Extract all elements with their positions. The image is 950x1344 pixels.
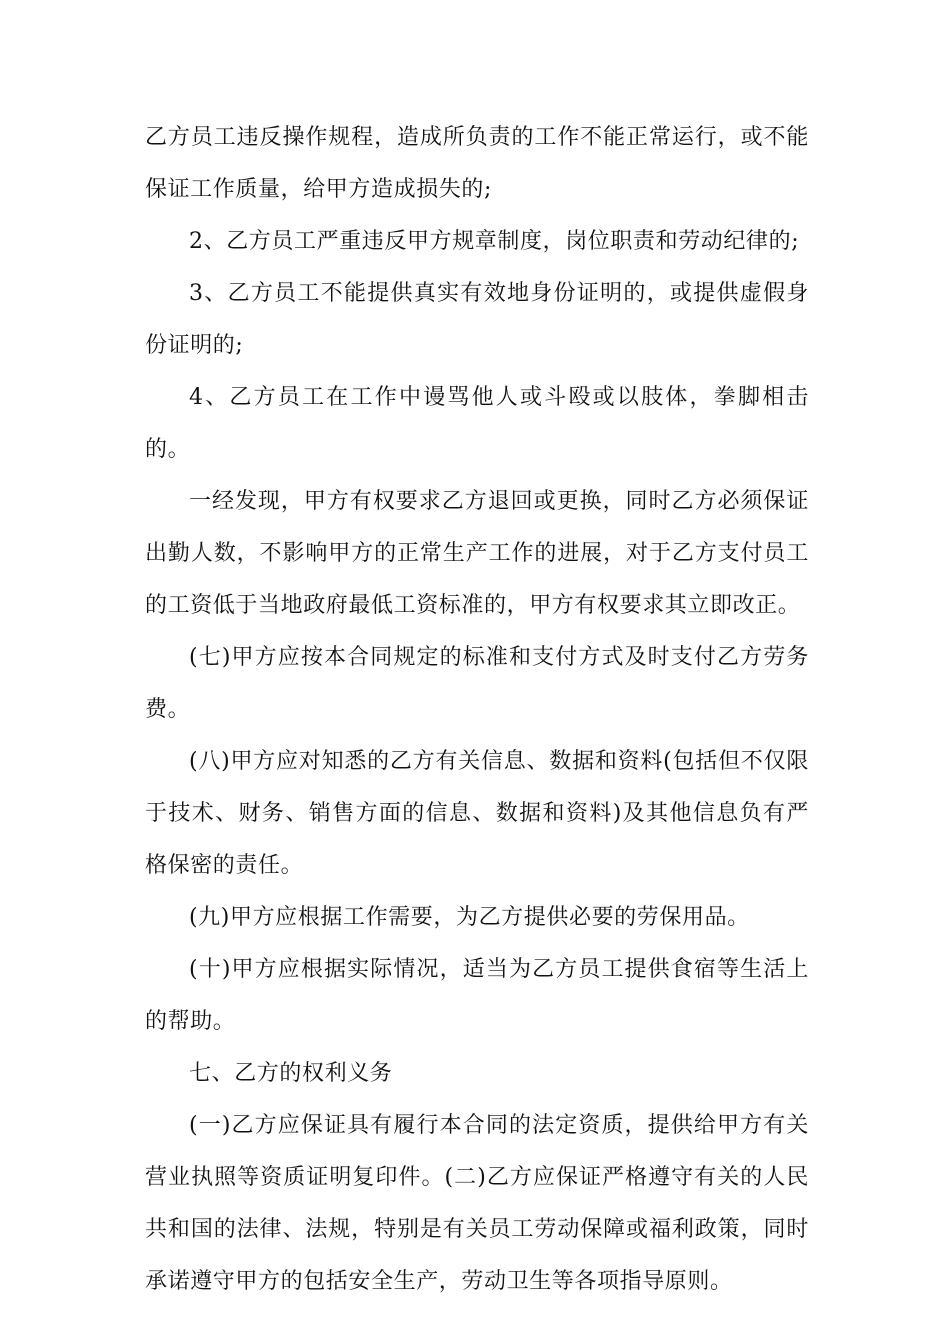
paragraph-item-2: 2、乙方员工严重违反甲方规章制度，岗位职责和劳动纪律的; [189, 229, 800, 254]
paragraph-upon-discovery: 一经发现，甲方有权要求乙方退回或更换，同时乙方必须保证出勤人数，不影响甲方的正常生产工作的进展，对于乙方支付员工的工资低于当地政府最低工资标准的，甲方有权要求其立即改正。 [145, 489, 809, 618]
paragraph-clause-8: (八)甲方应对知悉的乙方有关信息、数据和资料(包括但不仅限于技术、财务、销售方面的信息、数据和资料)及其他信息负有严格保密的责任。 [145, 749, 809, 878]
section-heading-party-b-rights: 七、乙方的权利义务 [189, 1061, 393, 1086]
paragraph-continuation: 乙方员工违反操作规程，造成所负责的工作不能正常运行，或不能保证工作质量，给甲方造成损失的; [145, 125, 809, 202]
paragraph-clause-10: (十)甲方应根据实际情况，适当为乙方员工提供食宿等生活上的帮助。 [145, 957, 809, 1034]
paragraph-clause-9: (九)甲方应根据工作需要，为乙方提供必要的劳保用品。 [189, 905, 750, 930]
contract-text-body [145, 112, 809, 1308]
paragraph-clause-7: (七)甲方应按本合同规定的标准和支付方式及时支付乙方劳务费。 [145, 645, 809, 722]
paragraph-item-3: 3、乙方员工不能提供真实有效地身份证明的，或提供虚假身份证明的; [145, 281, 809, 358]
paragraph-item-4: 4、乙方员工在工作中谩骂他人或斗殴或以肢体，拳脚相击的。 [145, 385, 809, 462]
paragraph-party-b-clauses-1-2: (一)乙方应保证具有履行本合同的法定资质，提供给甲方有关营业执照等资质证明复印件。(二)乙方应保证严格遵守有关的人民共和国的法律、法规，特别是有关员工劳动保障或福利政策，同时承诺遵守甲方的包括安全生产，劳动卫生等各项指导原则。 [145, 1113, 809, 1294]
